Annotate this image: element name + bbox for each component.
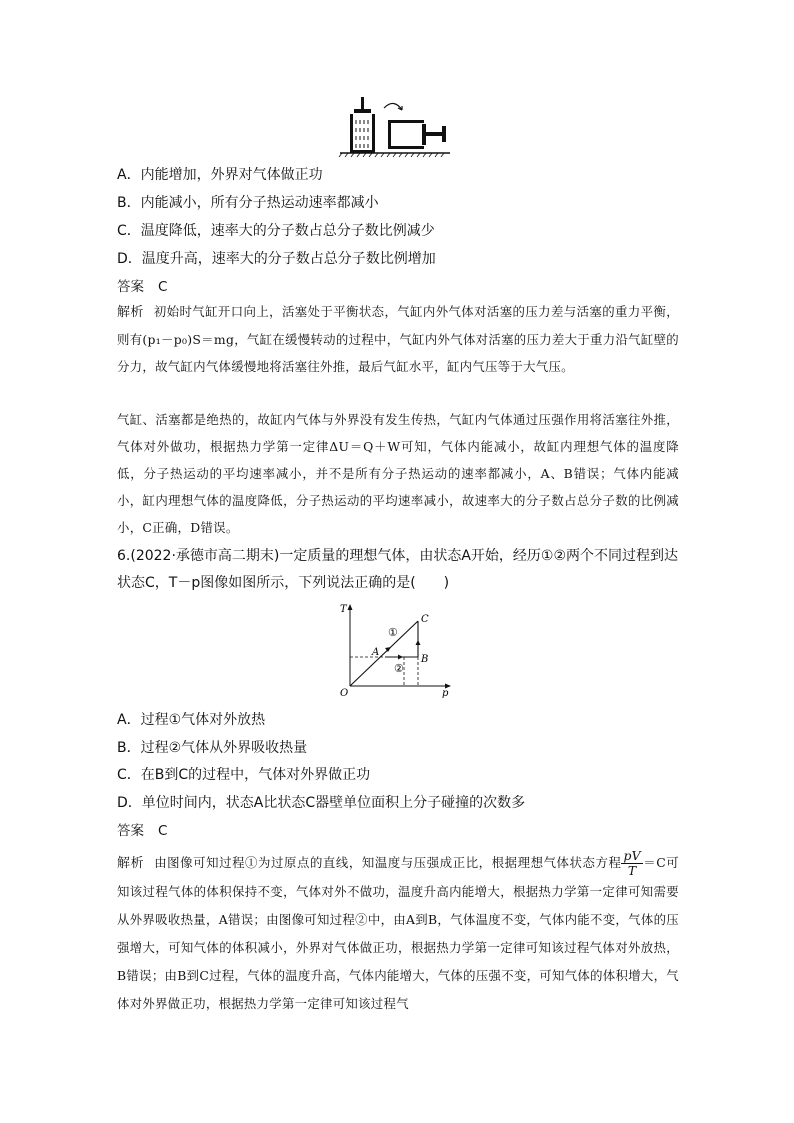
fraction-numerator: pV (623, 848, 641, 863)
analysis-text: 初始时气缸开口向上，活塞处于平衡状态，气缸内外气体对活塞的压力差与活塞的重力平衡，则有(p₁－p₀)S＝mg，气缸在缓慢转动的过程中，气缸内外气体对活塞的压力差大于重力沿气缸壁的分力，故气缸内气体缓慢地将活塞往外推，最后气缸水平，缸内气压等于大气压。 (117, 304, 679, 374)
q6-analysis-paragraph (117, 849, 679, 1018)
process-1-label: ① (388, 626, 398, 639)
point-c-label: C (421, 614, 429, 625)
ideal-gas-fraction (621, 849, 642, 878)
q6-option-a: A．过程①气体对外放热 (117, 712, 266, 728)
cylinder-diagram (336, 96, 452, 158)
analysis-text-2: 可知该过程气体的体积保持不变，气体对外不做功，温度升高内能增大，根据热力学第一定律可知需要从外界吸收热量，A错误；由图像可知过程②中，由A到B，气体温度不变，气体内能不变，气体的压强增大，可知气体的体积减小，外界对气体做正功，根据热力学第一定律可知该过程气体对外放热，B错误；由B到C过程，气体的温度升高，气体内能增大，气体的压强不变，可知气体的体积增大，气体对外界做正功，根据热力学第一定律可知该过程气 (117, 855, 679, 1011)
equation-rhs: ＝C (642, 855, 666, 870)
q5-option-b: B．内能减小，所有分子热运动速率都减小 (117, 195, 379, 211)
q6-option-d: D．单位时间内，状态A比状态C器壁单位面积上分子碰撞的次数多 (117, 795, 526, 811)
point-b-label: B (421, 654, 429, 665)
q5-analysis-paragraph-2: 气缸、活塞都是绝热的，故缸内气体与外界没有发生传热，气缸内气体通过压强作用将活塞往外推，气体对外做功，根据热力学第一定律ΔU＝Q＋W可知，气体内能减小，故缸内理想气体的温度降低，分子热运动的平均速率减小，并不是所有分子热运动的速率都减小，A、B错误；气体内能减小，缸内理想气体的温度降低，分子热运动的平均速率减小，故速率大的分子数占总分子数的比例减小，C正确，D错误。 (117, 412, 679, 535)
analysis-label: 解析 (117, 856, 145, 871)
answer-value: C (158, 279, 168, 295)
q6-option-b: B．过程②气体从外界吸收热量 (117, 740, 308, 756)
q5-answer (117, 275, 167, 295)
q6-answer (117, 819, 167, 839)
q6-option-c: C．在B到C的过程中，气体对外界做正功 (117, 767, 371, 783)
point-a-label: A (372, 647, 380, 658)
answer-label: 答案 (117, 823, 144, 839)
answer-label: 答案 (117, 279, 144, 295)
process-2-label: ② (394, 662, 404, 675)
t-p-graph (336, 600, 456, 698)
answer-value: C (158, 823, 168, 839)
x-axis-label: p (442, 688, 449, 698)
analysis-text-1: 由图像可知过程①为过原点的直线，知温度与压强成正比，根据理想气体状态方程 (154, 855, 622, 870)
q5-analysis-paragraph-1 (117, 298, 679, 380)
origin-label: O (340, 688, 349, 698)
q5-option-c: C．温度降低，速率大的分子数占总分子数比例减少 (117, 223, 435, 239)
y-axis-label: T (340, 604, 347, 615)
q6-stem: 6.(2022·承德市高二期末)一定质量的理想气体，由状态A开始，经历①②两个不同过程到达状态C，T－p图像如图所示，下列说法正确的是( ) (117, 548, 679, 591)
q5-option-d: D．温度升高，速率大的分子数占总分子数比例增加 (117, 251, 436, 267)
fraction-denominator: T (627, 863, 637, 878)
q5-option-a: A．内能增加，外界对气体做正功 (117, 167, 323, 183)
analysis-label: 解析 (117, 305, 144, 320)
